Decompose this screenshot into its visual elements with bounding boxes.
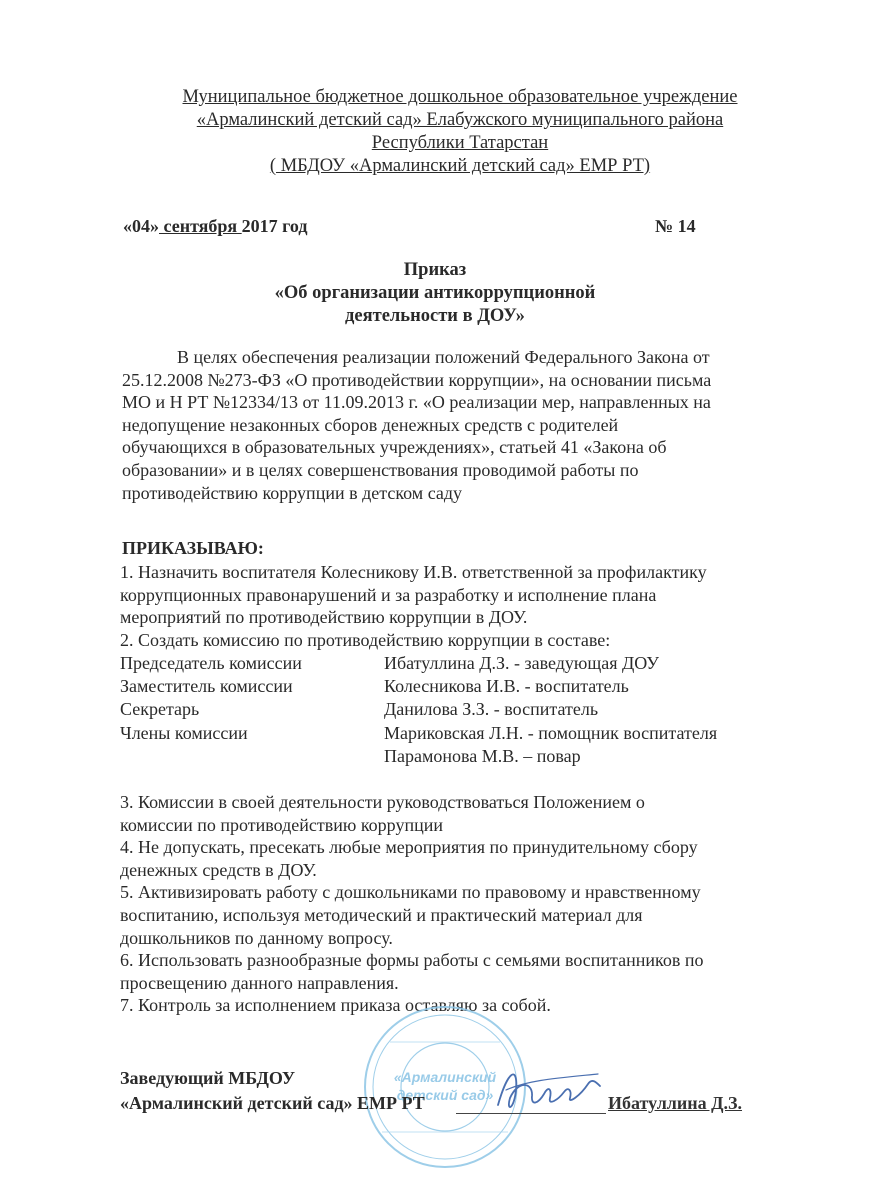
committee-person: Парамонова М.В. – повар: [384, 745, 581, 766]
order-date: [123, 216, 307, 237]
committee-list: [120, 652, 800, 768]
institution-header: [120, 86, 800, 178]
preamble-line: обучающихся в образовательных учреждениях», статьей 41 «Закона об: [122, 437, 667, 458]
preamble-line: 25.12.2008 №273-ФЗ «О противодействии коррупции», на основании письма: [122, 369, 712, 390]
preamble-line: МО и Н РТ №12334/13 от 11.09.2013 г. «О реализации мер, направленных на: [122, 392, 711, 413]
signer-name: Ибатуллина Д.З.: [608, 1093, 743, 1113]
decree-line: мероприятий по противодействию коррупции в ДОУ.: [120, 607, 528, 627]
header-line: «Армалинский детский сад» Елабужского муниципального района: [196, 110, 724, 130]
committee-role: Председатель комиссии: [120, 653, 302, 673]
signature-line: [456, 1113, 606, 1114]
preamble-line: образовании» и в целях совершенствования проводимой работы по: [122, 459, 639, 480]
committee-row: [120, 698, 800, 721]
header-line: Республики Татарстан: [371, 133, 549, 153]
header-line: ( МБДОУ «Армалинский детский сад» ЕМР РТ): [269, 156, 651, 176]
preamble-line: недопущение незаконных сборов денежных средств с родителей: [122, 414, 619, 435]
committee-row: [120, 722, 800, 745]
decree-line: 2. Создать комиссию по противодействию коррупции в составе:: [120, 629, 611, 650]
decree-line: 1. Назначить воспитателя Колесникову И.В. ответственной за профилактику: [120, 562, 707, 582]
committee-row: [120, 745, 800, 768]
committee-role: Заместитель комиссии: [120, 676, 293, 697]
signature-block: [120, 1066, 770, 1116]
order-number: № 14: [655, 216, 696, 236]
decree-heading: ПРИКАЗЫВАЮ:: [122, 538, 264, 558]
committee-row: [120, 675, 800, 698]
preamble-line: В целях обеспечения реализации положений Федерального Закона от: [177, 347, 710, 367]
committee-person: Колесникова И.В. - воспитатель: [384, 676, 629, 697]
signer-position: Заведующий МБДОУ: [120, 1068, 296, 1088]
decree-line: воспитанию, используя методический и практический материал для: [120, 904, 643, 925]
committee-role: Секретарь: [120, 699, 200, 720]
decree-line: коррупционных правонарушений и за разработку и исполнение плана: [120, 584, 657, 605]
title-line: «Об организации антикоррупционной: [274, 283, 596, 303]
title-line: Приказ: [403, 260, 467, 280]
preamble-line: противодействию коррупции в детском саду: [122, 482, 463, 503]
order-date-year: 2017 год: [241, 216, 308, 236]
decree-line: 4. Не допускать, пресекать любые мероприятия по принудительному сбору: [120, 837, 698, 858]
signer-organization: «Армалинский детский сад» ЕМР РТ: [120, 1093, 425, 1113]
preamble-paragraph: [122, 346, 782, 504]
decree-line: денежных средств в ДОУ.: [120, 859, 317, 880]
stamp-text: детский сад»: [396, 1087, 494, 1103]
committee-person: Ибатуллина Д.З. - заведующая ДОУ: [384, 653, 660, 673]
order-date-month: сентября: [159, 216, 242, 236]
order-date-day: «04»: [123, 216, 159, 236]
committee-person: Мариковская Л.Н. - помощник воспитателя: [384, 722, 718, 743]
order-title: [200, 259, 670, 328]
decree-items-part1: [120, 561, 800, 651]
decree-line: 3. Комиссии в своей деятельности руководствоваться Положением о: [120, 792, 645, 812]
decree-line: дошкольников по данному вопросу.: [120, 927, 393, 948]
decree-line: 6. Использовать разнообразные формы работы с семьями воспитанников по: [120, 950, 704, 971]
committee-row: [120, 652, 800, 675]
decree-line: 7. Контроль за исполнением приказа оставляю за собой.: [120, 995, 551, 1016]
decree-line: 5. Активизировать работу с дошкольниками по правовому и нравственному: [120, 882, 701, 903]
committee-role: Члены комиссии: [120, 722, 248, 743]
decree-items-part2: [120, 791, 820, 1017]
header-line: Муниципальное бюджетное дошкольное образовательное учреждение: [182, 87, 738, 107]
decree-line: комиссии по противодействию коррупции: [120, 814, 443, 835]
committee-person: Данилова З.З. - воспитатель: [384, 699, 599, 720]
stamp-text: «Армалинский: [393, 1069, 497, 1085]
title-line: деятельности в ДОУ»: [345, 306, 525, 326]
decree-line: просвещению данного направления.: [120, 972, 399, 993]
